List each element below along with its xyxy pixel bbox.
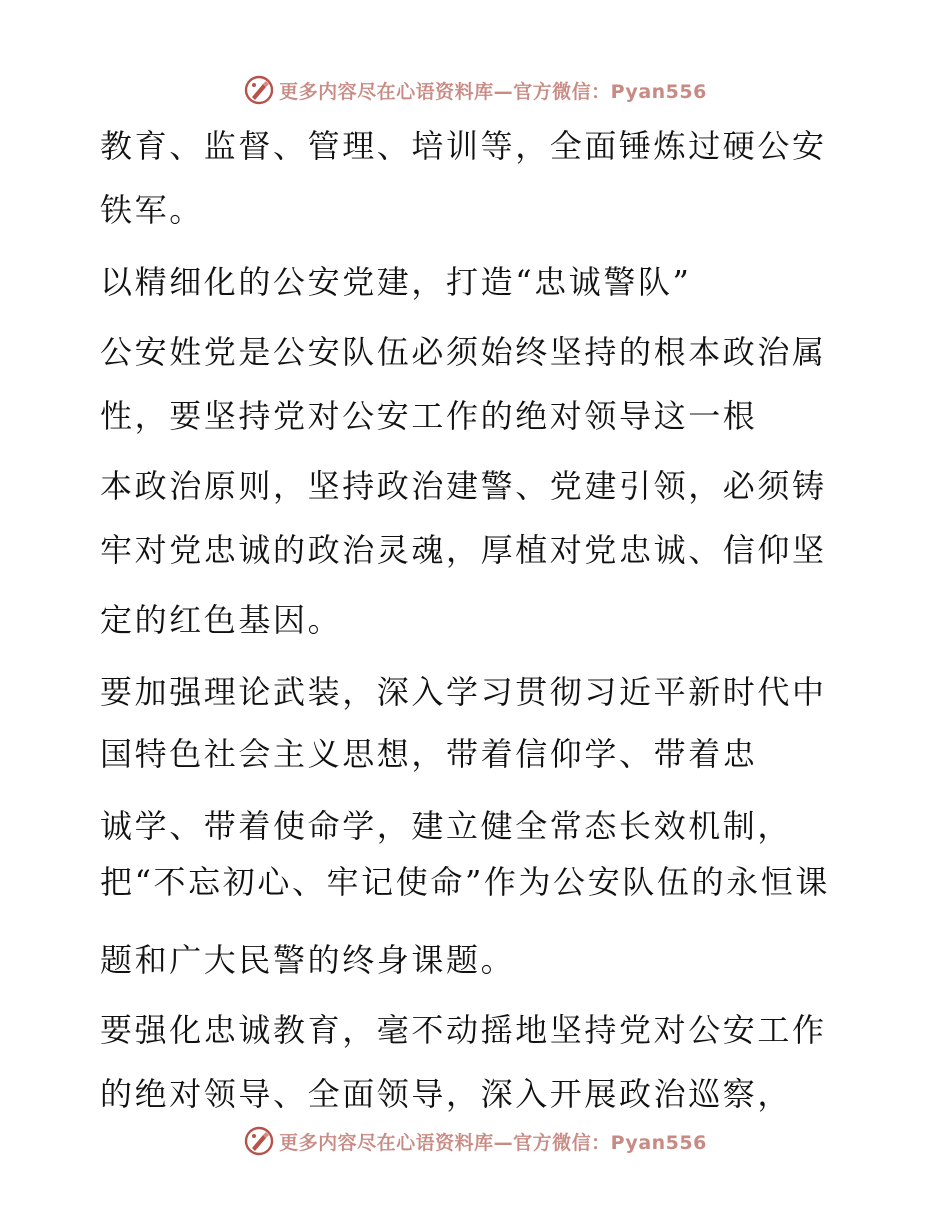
body-line: 牢对党忠诚的政治灵魂，厚植对党忠诚、信仰坚 <box>100 531 827 569</box>
body-line: 本政治原则，坚持政治建警、党建引领，必须铸 <box>100 467 827 505</box>
footer-banner <box>0 1121 950 1161</box>
header-banner-text: 更多内容尽在心语资料库—官方微信：Pyan556 <box>279 80 707 103</box>
body-line: 铁军。 <box>100 191 204 229</box>
body-line: 教育、监督、管理、培训等，全面锤炼过硬公安 <box>100 127 827 165</box>
body-line: 把“不忘初心、牢记使命”作为公安队伍的永恒课 <box>100 863 830 901</box>
body-line: 要加强理论武装，深入学习贯彻习近平新时代中 <box>100 673 827 711</box>
body-line: 要强化忠诚教育，毫不动摇地坚持党对公安工作 <box>100 1011 827 1049</box>
footer-banner-text: 更多内容尽在心语资料库—官方微信：Pyan556 <box>279 1131 707 1154</box>
body-line: 题和广大民警的终身课题。 <box>100 941 516 979</box>
body-line: 性，要坚持党对公安工作的绝对领导这一根 <box>100 397 758 435</box>
body-line: 国特色社会主义思想，带着信仰学、带着忠 <box>100 735 758 773</box>
body-line: 以精细化的公安党建，打造“忠诚警队” <box>100 263 692 301</box>
body-line: 诚学、带着使命学，建立健全常态长效机制， <box>100 807 793 845</box>
pen-seal-icon <box>243 1125 275 1157</box>
body-line: 定的红色基因。 <box>100 601 343 639</box>
body-line: 公安姓党是公安队伍必须始终坚持的根本政治属 <box>100 333 827 371</box>
body-line: 的绝对领导、全面领导，深入开展政治巡察， <box>100 1075 793 1113</box>
